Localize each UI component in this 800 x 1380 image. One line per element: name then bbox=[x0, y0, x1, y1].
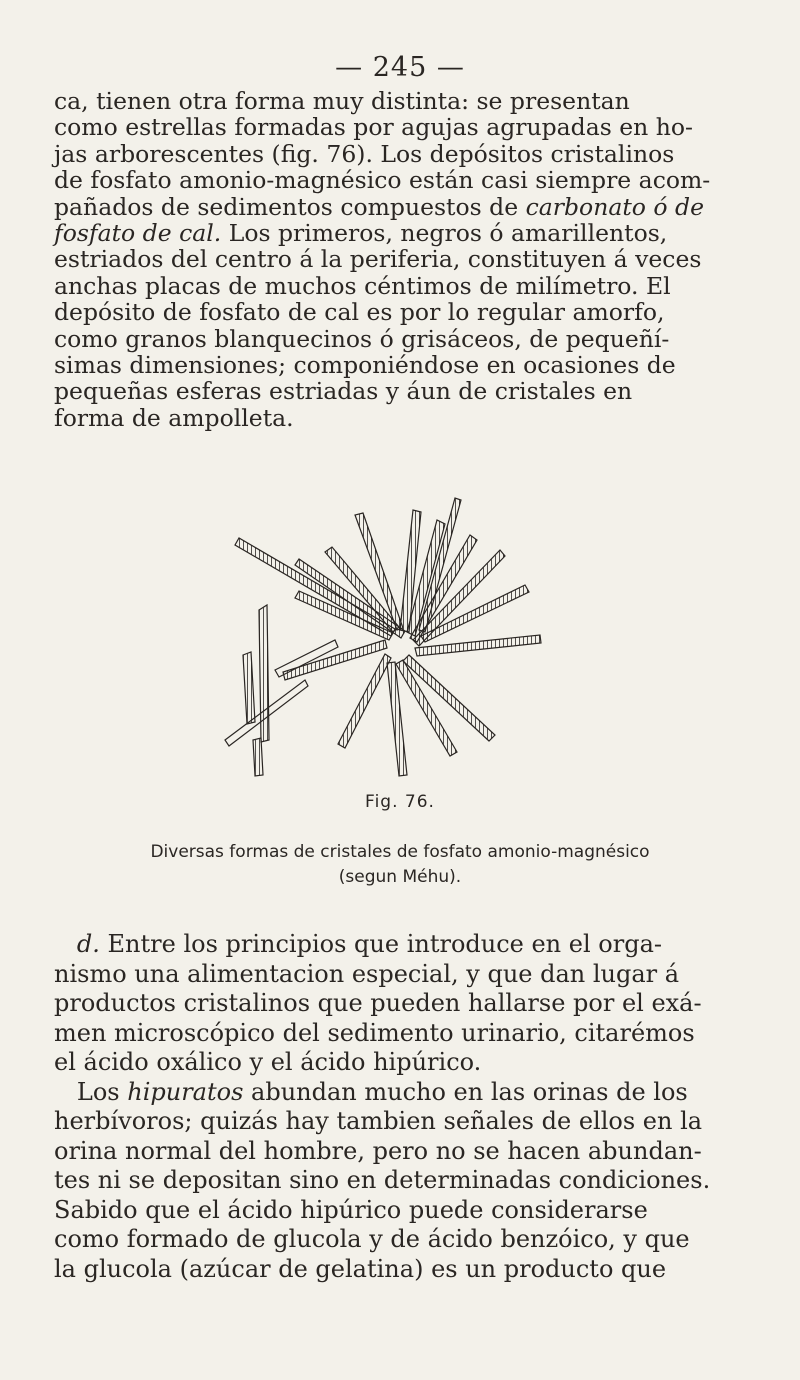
text-line: como formado de glucola y de ácido benzóico, y que bbox=[54, 1225, 690, 1253]
crystal-blade bbox=[253, 738, 263, 776]
text-line: orina normal del hombre, pero no se hacen abundan- bbox=[54, 1136, 702, 1165]
text-line: tes ni se depositan sino en determinadas condiciones. bbox=[54, 1166, 711, 1194]
italic-term: d. bbox=[76, 930, 100, 958]
text-line: pañados de sedimentos compuestos de bbox=[54, 192, 526, 221]
italic-term: fosfato de cal. bbox=[54, 219, 222, 248]
caption-line: (segun Méhu). bbox=[338, 867, 462, 887]
text-line: de fosfato amonio-magnésico están casi siempre acom- bbox=[54, 166, 711, 195]
figure-caption bbox=[40, 840, 760, 890]
paragraph-principles bbox=[54, 930, 774, 1284]
text-line: como estrellas formadas por agujas agrupadas en ho- bbox=[54, 113, 693, 142]
text-line: herbívoros; quizás hay tambien señales de ellos en la bbox=[54, 1107, 703, 1135]
text-line: como granos blanquecinos ó grisáceos, de pequeñí- bbox=[54, 324, 670, 353]
text-line: pequeñas esferas estriadas y áun de cristales en bbox=[54, 377, 633, 406]
text-line: men microscópico del sedimento urinario, citarémos bbox=[54, 1018, 695, 1047]
figure-label: Fig. 76. bbox=[365, 792, 435, 812]
crystal-blade bbox=[283, 640, 387, 680]
caption-line: Diversas formas de cristales de fosfato amonio-magnésico bbox=[150, 842, 650, 862]
text-line: nismo una alimentacion especial, y que dan lugar á bbox=[54, 959, 680, 988]
text-line: simas dimensiones; componiéndose en ocasiones de bbox=[54, 351, 676, 380]
text-line: la glucola (azúcar de gelatina) es un producto que bbox=[54, 1254, 667, 1283]
text-line: jas arborescentes (fig. 76). Los depósitos cristalinos bbox=[54, 139, 675, 168]
crystal-blade bbox=[338, 654, 391, 748]
page-number: — 245 — bbox=[335, 52, 465, 83]
crystal-blade bbox=[243, 652, 255, 724]
italic-term: hipuratos bbox=[127, 1077, 244, 1106]
text-line: el ácido oxálico y el ácido hipúrico. bbox=[54, 1048, 482, 1076]
text-line: depósito de fosfato de cal es por lo regular amorfo, bbox=[54, 298, 665, 327]
italic-term: carbonato ó de bbox=[525, 192, 704, 221]
text-line: Los primeros, negros ó amarillentos, bbox=[221, 219, 668, 248]
text-line: Entre los principios que introduce en el orga- bbox=[99, 930, 662, 958]
text-line: anchas placas de muchos céntimos de milímetro. El bbox=[54, 271, 671, 300]
text-line: Los bbox=[76, 1077, 128, 1106]
crystal-blade bbox=[387, 662, 407, 776]
text-line: forma de ampolleta. bbox=[54, 403, 294, 432]
text-line: abundan mucho en las orinas de los bbox=[243, 1077, 688, 1106]
crystal-illustration bbox=[195, 490, 595, 780]
paragraph-intro bbox=[54, 88, 774, 431]
text-line: estriados del centro á la periferia, constituyen á veces bbox=[54, 245, 702, 274]
text-line: ca, tienen otra forma muy distinta: se presentan bbox=[54, 87, 630, 115]
text-line: productos cristalinos que pueden hallarse por el exá- bbox=[54, 989, 702, 1017]
text-line: Sabido que el ácido hipúrico puede considerarse bbox=[54, 1195, 648, 1224]
